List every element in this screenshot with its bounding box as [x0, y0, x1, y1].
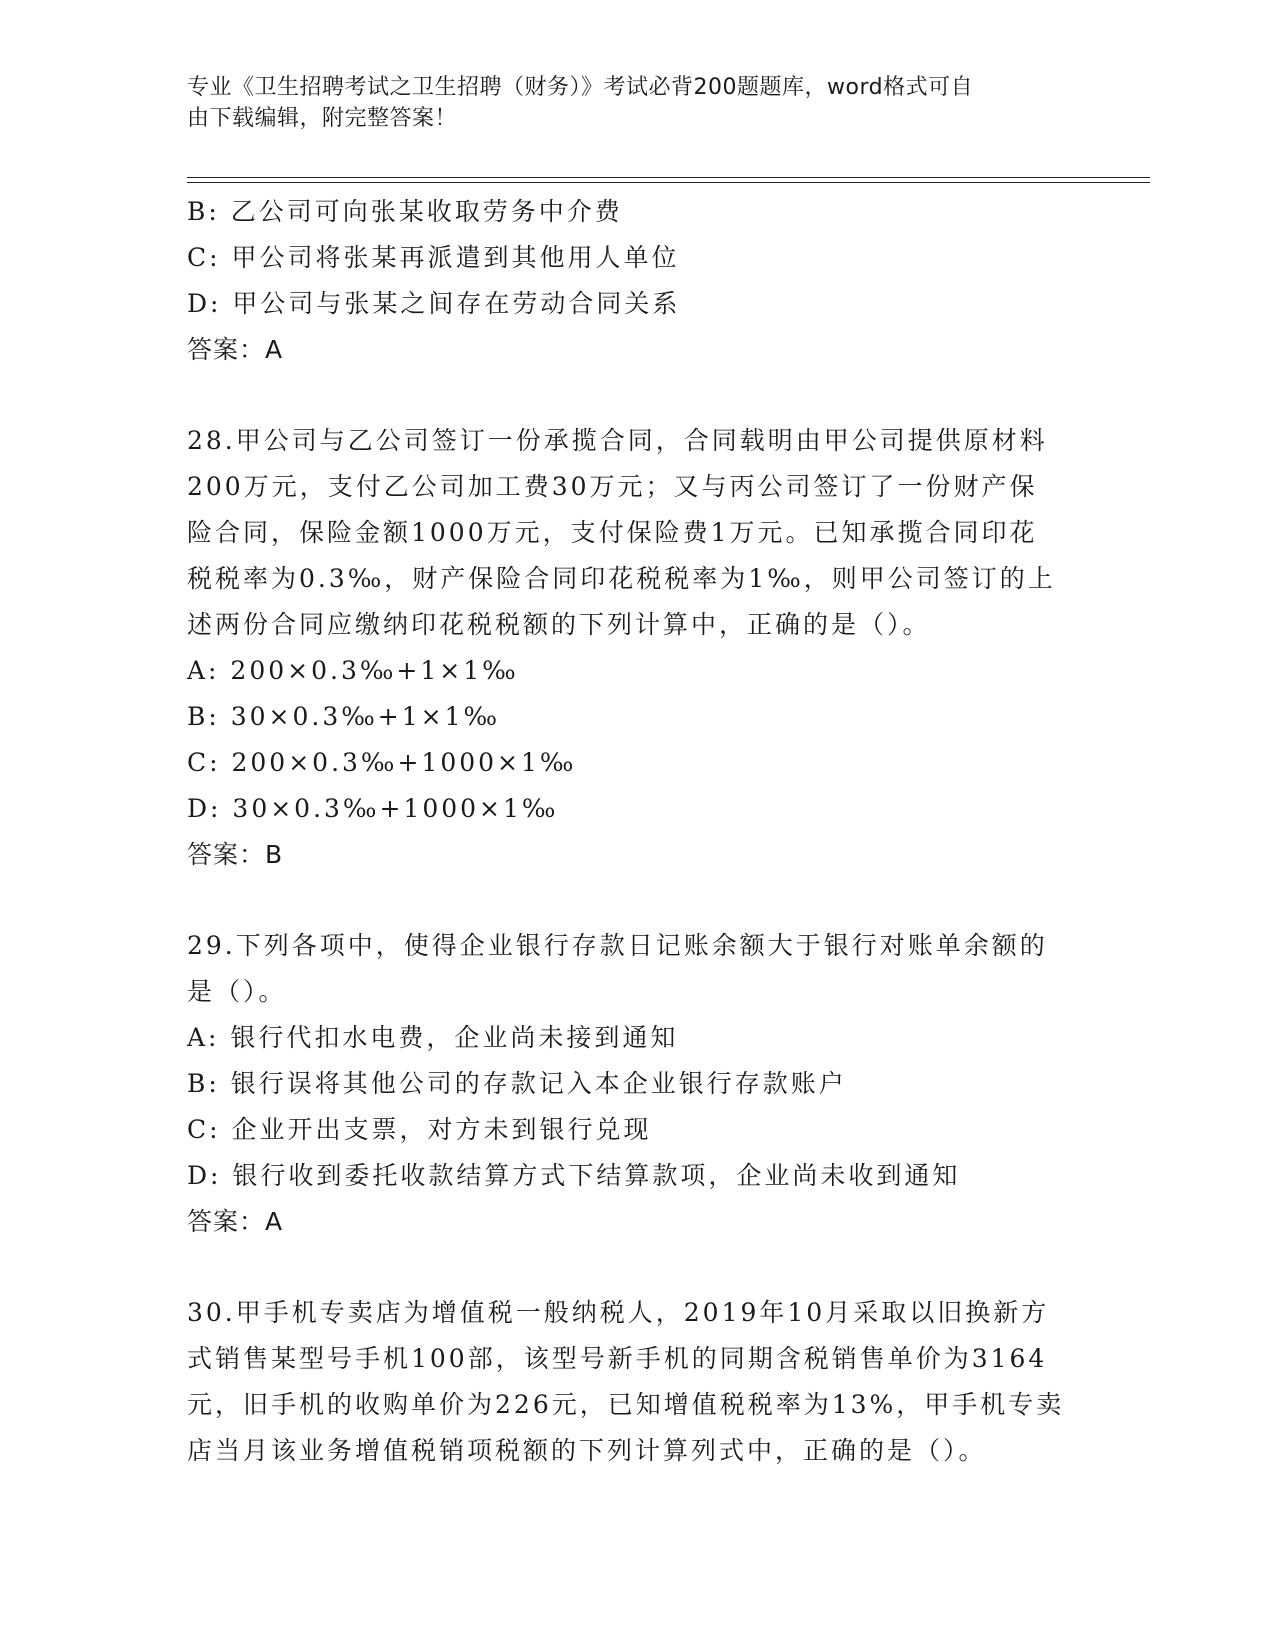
header-line-1: 专业《卫生招聘考试之卫生招聘（财务）》考试必背200题题库，word格式可自	[187, 75, 974, 100]
question-28	[187, 418, 1087, 878]
question-30	[187, 1290, 1087, 1474]
question-27	[187, 189, 1087, 373]
question-text-line: 式销售某型号手机100部，该型号新手机的同期含税销售单价为3164	[187, 1344, 1048, 1373]
question-29	[187, 923, 1087, 1245]
question-text-line: 税税率为0.3‰，财产保险合同印花税税率为1‰，则甲公司签订的上	[187, 564, 1056, 593]
question-text-line: 30.甲手机专卖店为增值税一般纳税人，2019年10月采取以旧换新方	[187, 1298, 1050, 1327]
question-text-line: 元，旧手机的收购单价为226元，已知增值税税率为13%，甲手机专卖	[187, 1390, 1065, 1419]
option-b: B: 30×0.3‰+1×1‰	[187, 702, 501, 731]
option-d: D: 甲公司与张某之间存在劳动合同关系	[187, 289, 681, 318]
option-c: C: 企业开出支票，对方未到银行兑现	[187, 1115, 652, 1144]
header-divider-bottom	[187, 182, 1150, 183]
spacer	[187, 878, 1087, 923]
option-d: D: 银行收到委托收款结算方式下结算款项，企业尚未收到通知	[187, 1161, 961, 1190]
page-header	[187, 72, 1067, 134]
question-text-line: 述两份合同应缴纳印花税税额的下列计算中，正确的是（）。	[187, 610, 931, 639]
spacer	[187, 1245, 1087, 1290]
question-text-line: 200万元，支付乙公司加工费30万元；又与丙公司签订了一份财产保	[187, 472, 1038, 501]
answer-label: 答案：A	[187, 1207, 284, 1236]
option-a: A: 银行代扣水电费，企业尚未接到通知	[187, 1023, 679, 1052]
question-text-line: 是（）。	[187, 977, 287, 1006]
option-c: C: 甲公司将张某再派遣到其他用人单位	[187, 243, 680, 272]
question-text-line: 店当月该业务增值税销项税额的下列计算列式中，正确的是（）。	[187, 1436, 987, 1465]
spacer	[187, 373, 1087, 418]
answer-label: 答案：B	[187, 840, 284, 869]
header-divider-top	[187, 177, 1150, 178]
question-text-line: 29.下列各项中，使得企业银行存款日记账余额大于银行对账单余额的	[187, 931, 1048, 960]
question-text-line: 险合同，保险金额1000万元，支付保险费1万元。已知承揽合同印花	[187, 518, 1038, 547]
option-b: B: 乙公司可向张某收取劳务中介费	[187, 197, 623, 226]
answer-label: 答案：A	[187, 335, 284, 364]
option-d: D: 30×0.3‰+1000×1‰	[187, 794, 559, 823]
option-c: C: 200×0.3‰+1000×1‰	[187, 748, 577, 777]
option-b: B: 银行误将其他公司的存款记入本企业银行存款账户	[187, 1069, 847, 1098]
question-content	[187, 189, 1087, 1474]
option-a: A: 200×0.3‰+1×1‰	[187, 656, 519, 685]
header-line-2: 由下载编辑，附完整答案！	[187, 106, 458, 131]
question-text-line: 28.甲公司与乙公司签订一份承揽合同，合同载明由甲公司提供原材料	[187, 426, 1048, 455]
